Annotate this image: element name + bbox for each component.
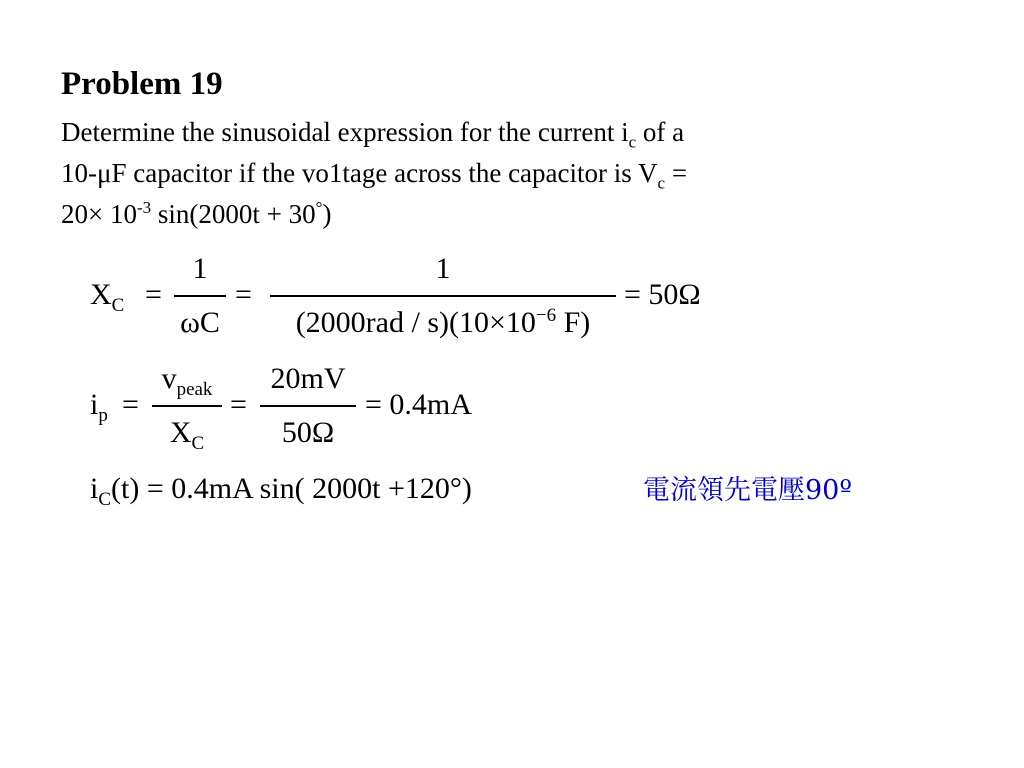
equation-current-expression: $i_C(t) = 0.4mA$ sin( 2000t +120°) <box>90 472 472 510</box>
eq1-frac2-numerator: 1 <box>435 252 451 285</box>
eq2-result: = 0.4mA <box>365 388 472 421</box>
eq2-frac2-bar <box>260 405 356 407</box>
eq2-lhs: $i_p$ <box>90 388 108 426</box>
eq2-frac1-bar <box>152 405 222 407</box>
eq1-frac1-denominator: ωC <box>180 306 220 339</box>
eq2-equals-a: = <box>122 388 139 421</box>
eq1-frac1-numerator: 1 <box>192 252 208 285</box>
eq1-lhs: $X_C$ <box>90 278 125 316</box>
eq1-result: = 50Ω <box>624 278 701 311</box>
statement-line-3: $20\times 10^{-3}$ sin(2000t + 30°) <box>61 198 332 229</box>
eq1-equals-b: = <box>235 278 252 311</box>
problem-statement <box>61 112 881 235</box>
eq2-frac2-denominator: 50Ω <box>281 416 335 449</box>
eq1-equals-a: = <box>145 278 162 311</box>
eq1-frac1-bar <box>174 295 226 297</box>
eq1-frac2-denominator: $(2000rad / s)(10\times 10^{-6}$ F) <box>295 305 591 339</box>
statement-line-2: 10-μF capacitor if the vo1tage across the capacitor is $V_c$ = <box>61 158 688 193</box>
eq2-equals-b: = <box>230 388 247 421</box>
phase-note: 電流領先電壓90º <box>643 475 853 506</box>
eq2-frac1-numerator: $v_{peak}$ <box>161 362 213 400</box>
eq2-frac1-denominator: $X_C$ <box>169 416 205 454</box>
eq1-frac2-bar <box>270 295 616 297</box>
statement-line-1: Determine the sinusoidal expression for the current $i_c$ of a <box>61 117 685 152</box>
problem-title: Problem 19 <box>61 66 223 102</box>
eq2-frac2-numerator: 20mV <box>270 362 346 395</box>
